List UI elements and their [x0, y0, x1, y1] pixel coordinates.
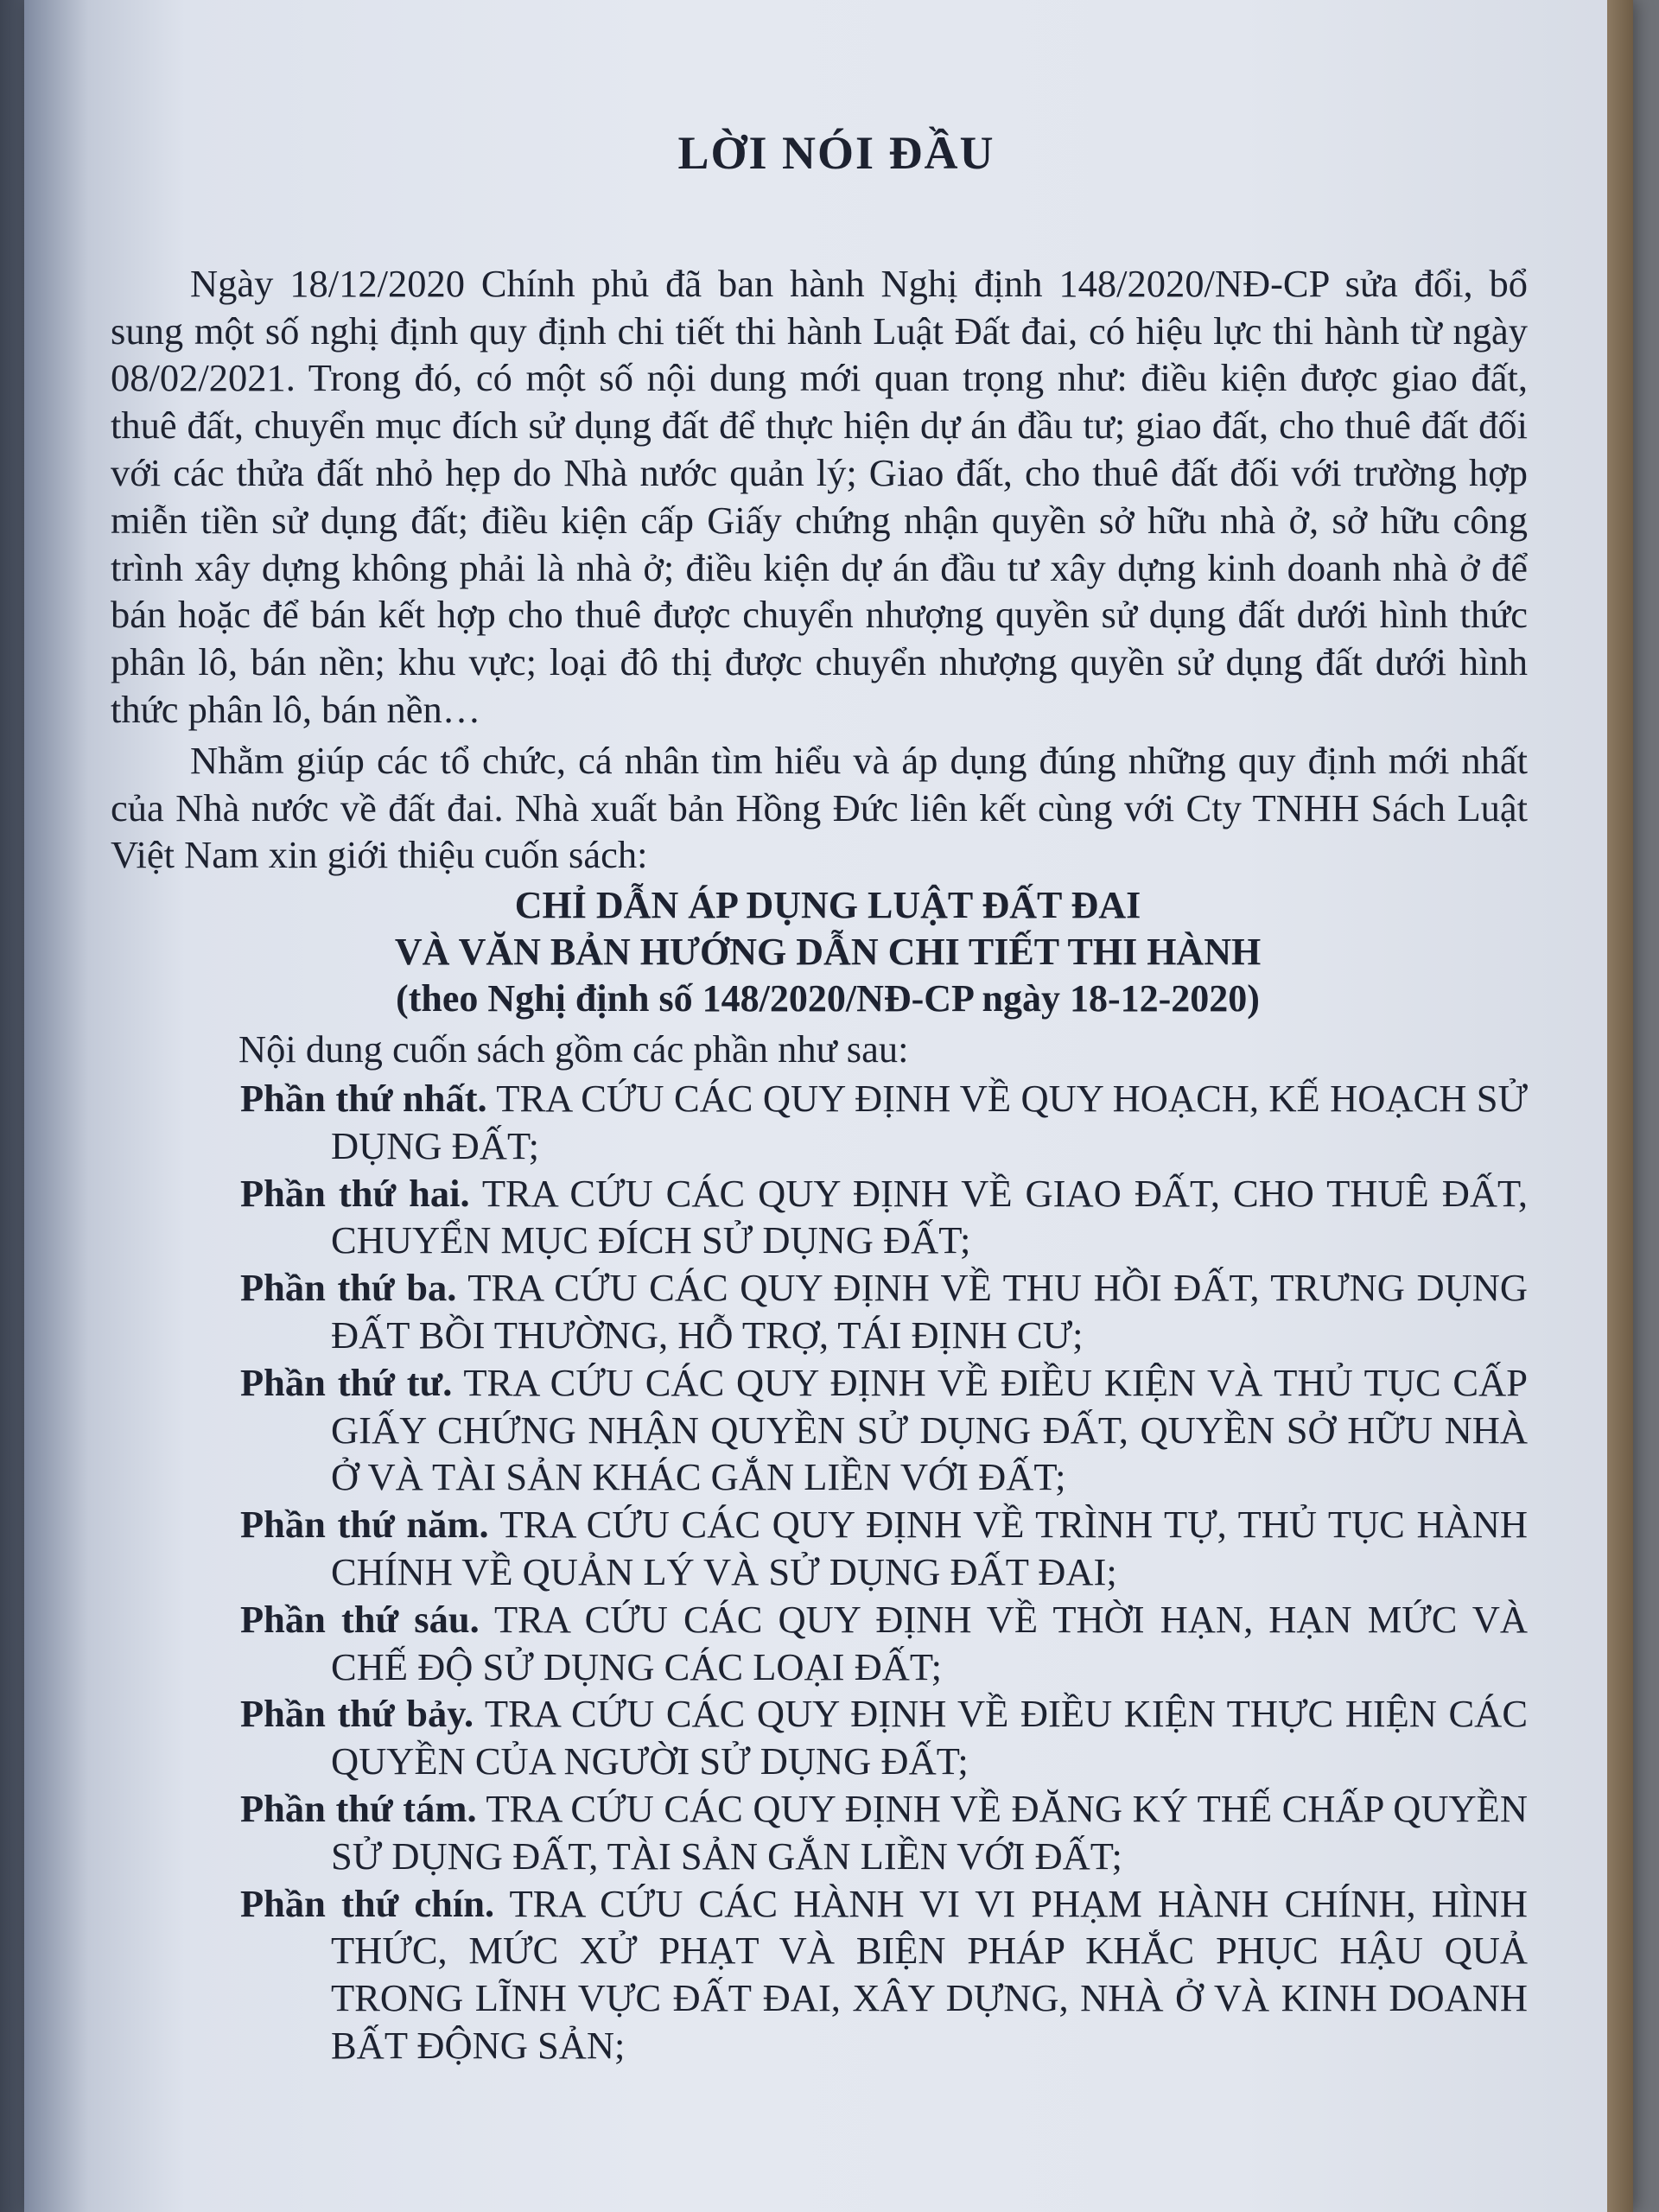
paragraph-1: Ngày 18/12/2020 Chính phủ đã ban hành Nghị định 148/2020/NĐ-CP sửa đổi, bổ sung một số nghị định quy định chi tiết thi hành Luật Đất đai, có hiệu lực thi hành từ ngày 08/02/2021. Trong đó, có một số nội dung mới quan trọng như: điều kiện được giao đất, thuê đất, chuyển mục đích sử dụng đất để thực hiện dự án đầu tư; giao đất, cho thuê đất đối với các thửa đất nhỏ hẹp do Nhà nước quản lý; Giao đất, cho thuê đất đối với trường hợp miễn tiền sử dụng đất; điều kiện cấp Giấy chứng nhận quyền sở hữu nhà ở, sở hữu công trình xây dựng không phải là nhà ở; điều kiện dự án đầu tư xây dựng kinh doanh nhà ở để bán hoặc để bán kết hợp cho thuê được chuyển nhượng quyền sử dụng đất dưới hình thức phân lô, bán nền; khu vực; loại đô thị được chuyển nhượng quyền sử dụng đất dưới hình thức phân lô, bán nền…	[111, 261, 1528, 731]
part-text: TRA CỨU CÁC HÀNH VI VI PHẠM HÀNH CHÍNH, HÌNH THỨC, MỨC XỬ PHẠT VÀ BIỆN PHÁP KHẮC PHỤC HẬU QUẢ TRONG LĨNH VỰC ĐẤT ĐAI, XÂY DỰNG, NHÀ Ở VÀ KINH DOANH BẤT ĐỘNG SẢN;	[331, 1881, 1528, 2067]
part-text: TRA CỨU CÁC QUY ĐỊNH VỀ GIAO ĐẤT, CHO THUÊ ĐẤT, CHUYỂN MỤC ĐÍCH SỬ DỤNG ĐẤT;	[331, 1171, 1528, 1262]
part-label: Phần thứ sáu.	[240, 1597, 480, 1641]
book-page	[24, 0, 1633, 2212]
part-label: Phần thứ tư.	[240, 1360, 453, 1404]
part-text: TRA CỨU CÁC QUY ĐỊNH VỀ THỜI HẠN, HẠN MỨC VÀ CHẾ ĐỘ SỬ DỤNG CÁC LOẠI ĐẤT;	[331, 1597, 1528, 1688]
page-title: LỜI NÓI ĐẦU	[677, 127, 995, 179]
page-edge	[1607, 0, 1633, 2212]
part-text: TRA CỨU CÁC QUY ĐỊNH VỀ THU HỒI ĐẤT, TRƯNG DỤNG ĐẤT BỒI THƯỜNG, HỖ TRỢ, TÁI ĐỊNH CƯ;	[331, 1266, 1528, 1357]
paragraph-2: Nhằm giúp các tổ chức, cá nhân tìm hiểu và áp dụng đúng những quy định mới nhất của Nhà nước về đất đai. Nhà xuất bản Hồng Đức liên kết cùng với Cty TNHH Sách Luật Việt Nam xin giới thiệu cuốn sách:	[111, 738, 1528, 877]
list-item	[111, 1170, 1528, 1265]
part-label: Phần thứ nhất.	[240, 1076, 487, 1120]
list-item	[111, 1785, 1528, 1880]
list-item	[111, 1690, 1528, 1785]
list-item	[111, 1880, 1528, 2069]
list-item	[111, 1264, 1528, 1359]
page-content	[111, 127, 1529, 2069]
book-title-line-1: CHỈ DẪN ÁP DỤNG LUẬT ĐẤT ĐAI	[514, 884, 1141, 927]
part-label: Phần thứ hai.	[240, 1171, 470, 1215]
part-label: Phần thứ bảy.	[240, 1692, 474, 1736]
contents-intro: Nội dung cuốn sách gồm các phần như sau:	[238, 1027, 909, 1071]
parts-list	[111, 1075, 1528, 2069]
part-text: TRA CỨU CÁC QUY ĐỊNH VỀ ĐĂNG KÝ THẾ CHẤP QUYỀN SỬ DỤNG ĐẤT, TÀI SẢN GẮN LIỀN VỚI ĐẤT;	[331, 1786, 1529, 1878]
part-text: TRA CỨU CÁC QUY ĐỊNH VỀ QUY HOẠCH, KẾ HOẠCH SỬ DỤNG ĐẤT;	[331, 1076, 1528, 1167]
part-label: Phần thứ chín.	[240, 1881, 495, 1925]
list-item	[111, 1596, 1528, 1691]
list-item	[111, 1075, 1528, 1170]
list-item	[111, 1501, 1528, 1596]
part-text: TRA CỨU CÁC QUY ĐỊNH VỀ ĐIỀU KIỆN THỰC HIỆN CÁC QUYỀN CỦA NGƯỜI SỬ DỤNG ĐẤT;	[331, 1692, 1529, 1783]
part-text: TRA CỨU CÁC QUY ĐỊNH VỀ TRÌNH TỰ, THỦ TỤC HÀNH CHÍNH VỀ QUẢN LÝ VÀ SỬ DỤNG ĐẤT ĐAI;	[331, 1503, 1528, 1593]
book-subtitle: (theo Nghị định số 148/2020/NĐ-CP ngày 18-12-2020)	[396, 977, 1260, 1020]
part-text: TRA CỨU CÁC QUY ĐỊNH VỀ ĐIỀU KIỆN VÀ THỦ TỤC CẤP GIẤY CHỨNG NHẬN QUYỀN SỬ DỤNG ĐẤT, QUYỀN SỞ HỮU NHÀ Ở VÀ TÀI SẢN KHÁC GẮN LIỀN VỚI ĐẤT;	[331, 1360, 1528, 1499]
part-label: Phần thứ năm.	[240, 1503, 489, 1547]
book-title-line-2: VÀ VĂN BẢN HƯỚNG DẪN CHI TIẾT THI HÀNH	[394, 931, 1262, 974]
part-label: Phần thứ ba.	[240, 1266, 457, 1310]
list-item	[111, 1359, 1528, 1501]
part-label: Phần thứ tám.	[240, 1786, 477, 1830]
